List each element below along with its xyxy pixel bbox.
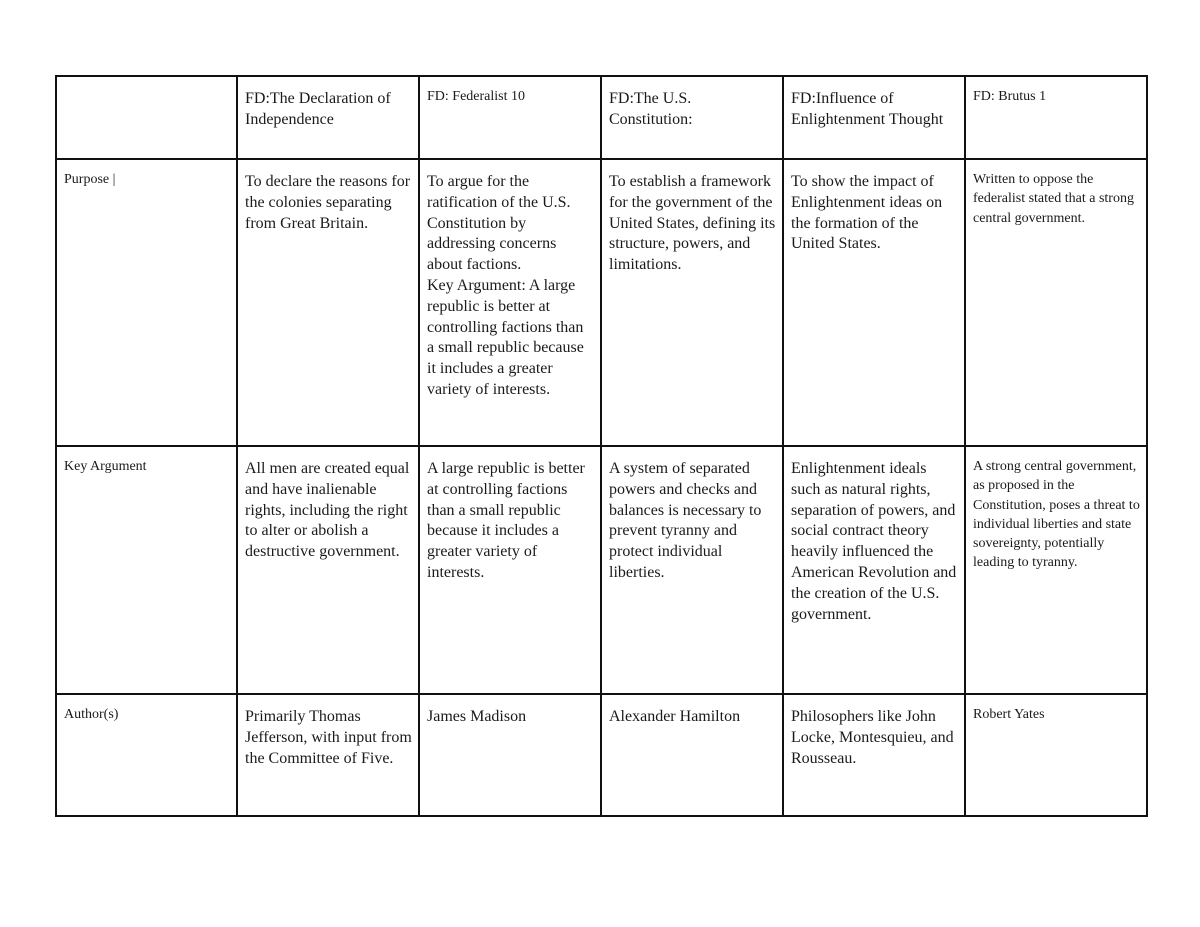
header-row xyxy=(56,76,1147,159)
table-cell: A strong central government, as proposed in the Constitution, poses a threat to individual liberties and state sovereignty, potentially leading to tyranny. xyxy=(965,446,1147,694)
row-label-authors: Author(s) xyxy=(64,707,119,722)
table-cell: To argue for the ratification of the U.S. Constitution by addressing concerns about factions. Key Argument: A large republic is better at controlling factions than a small republic because it includes a greater variety of interests. xyxy=(419,159,601,446)
table-cell: A system of separated powers and checks and balances is necessary to prevent tyranny and protect individual liberties. xyxy=(601,446,783,694)
header-cell-empty xyxy=(56,76,237,159)
header-cell-enlightenment xyxy=(783,76,965,159)
header-enlightenment: FD:Influence of Enlightenment Thought xyxy=(791,90,944,128)
table-row-key-argument xyxy=(56,446,1147,694)
row-label-key-argument: Key Argument xyxy=(64,459,147,474)
row-label-cell xyxy=(56,446,237,694)
table-cell: Primarily Thomas Jefferson, with input from the Committee of Five. xyxy=(237,694,419,816)
header-declaration: FD:The Declaration of Independence xyxy=(245,90,391,128)
table-cell: Written to oppose the federalist stated that a strong central government. xyxy=(965,159,1147,446)
header-cell-brutus-1 xyxy=(965,76,1147,159)
row-label-cell xyxy=(56,159,237,446)
table-cell: To establish a framework for the government of the United States, defining its structure, powers, and limitations. xyxy=(601,159,783,446)
comparison-table xyxy=(55,75,1148,817)
table-cell: To show the impact of Enlightenment ideas on the formation of the United States. xyxy=(783,159,965,446)
table-cell: Alexander Hamilton xyxy=(601,694,783,816)
header-constitution: FD:The U.S. Constitution: xyxy=(609,90,693,128)
header-cell-constitution xyxy=(601,76,783,159)
header-federalist-10: FD: Federalist 10 xyxy=(427,89,525,104)
table-cell: To declare the reasons for the colonies separating from Great Britain. xyxy=(237,159,419,446)
header-cell-declaration xyxy=(237,76,419,159)
header-cell-federalist-10 xyxy=(419,76,601,159)
table-cell: Enlightenment ideals such as natural rights, separation of powers, and social contract theory heavily influenced the American Revolution and the creation of the U.S. government. xyxy=(783,446,965,694)
row-label-purpose: Purpose | xyxy=(64,172,116,187)
header-brutus-1: FD: Brutus 1 xyxy=(973,89,1047,104)
table-cell: Robert Yates xyxy=(965,694,1147,816)
row-label-cell xyxy=(56,694,237,816)
table-cell: A large republic is better at controlling factions than a small republic because it includes a greater variety of interests. xyxy=(419,446,601,694)
table-cell: All men are created equal and have inalienable rights, including the right to alter or abolish a destructive government. xyxy=(237,446,419,694)
table-cell: James Madison xyxy=(419,694,601,816)
table-cell: Philosophers like John Locke, Montesquieu, and Rousseau. xyxy=(783,694,965,816)
table-row-purpose xyxy=(56,159,1147,446)
table-row-authors xyxy=(56,694,1147,816)
